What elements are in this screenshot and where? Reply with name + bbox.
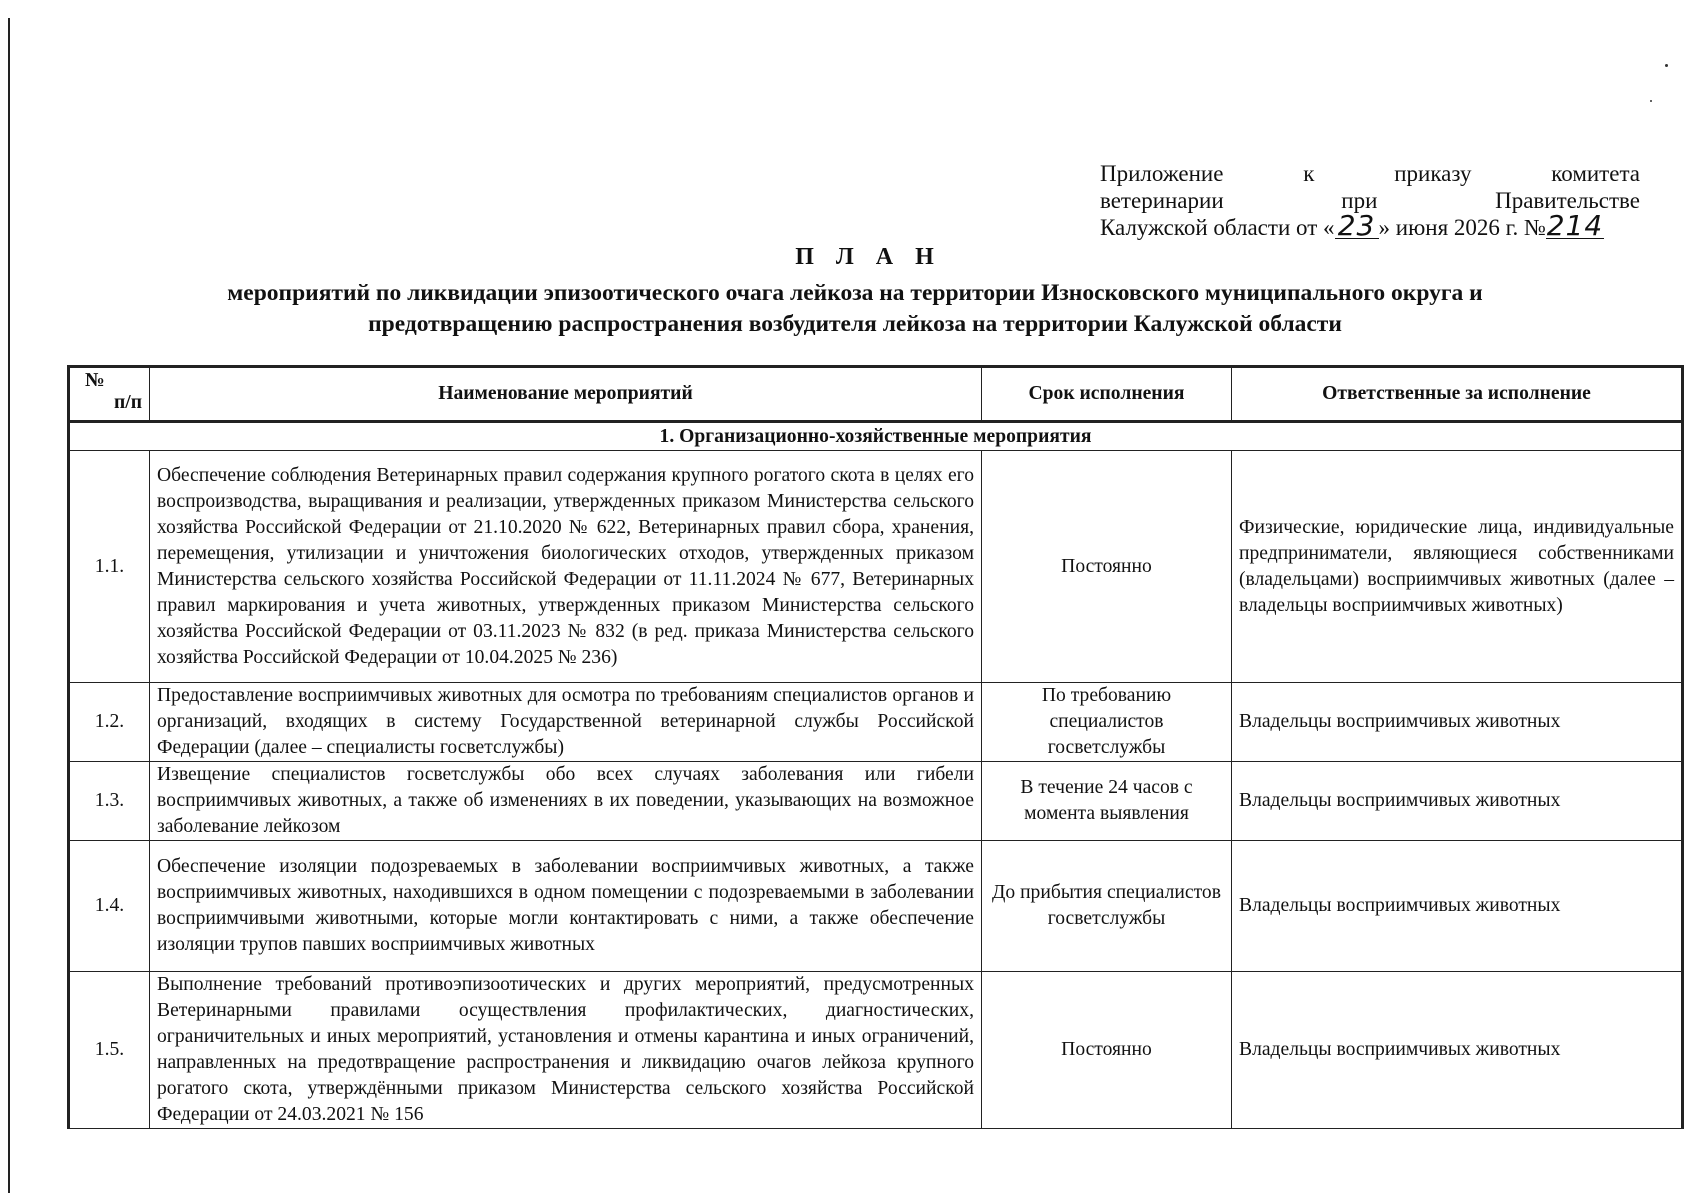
row-responsible: Владельцы восприимчивых животных bbox=[1232, 841, 1683, 972]
section-title: 1. Организационно-хозяйственные мероприятия bbox=[69, 422, 1683, 451]
row-name: Извещение специалистов госветслужбы обо всех случаях заболевания или гибели восприимчивых животных, а также об изменениях в их поведении, указывающих на возможное заболевание лейкозом bbox=[150, 762, 982, 841]
scan-speck bbox=[1665, 64, 1668, 67]
row-num: 1.5. bbox=[69, 972, 150, 1129]
subtitle-line-2: предотвращению распространения возбудителя лейкоза на территории Калужской области bbox=[368, 311, 1342, 337]
row-responsible: Владельцы восприимчивых животных bbox=[1232, 683, 1683, 762]
row-responsible: Физические, юридические лица, индивидуальные предприниматели, являющиеся собственниками (владельцами) восприимчивых животных (далее – владельцы восприимчивых животных) bbox=[1232, 451, 1683, 683]
handwritten-date-day: 23 bbox=[1335, 214, 1379, 239]
header-num bbox=[69, 367, 150, 422]
appendix-word: Правительстве bbox=[1495, 188, 1640, 213]
row-name: Предоставление восприимчивых животных для осмотра по требованиям специалистов органов и организаций, входящих в систему Государственной ветеринарной службы Российской Федерации (далее – специалисты госветслужбы) bbox=[150, 683, 982, 762]
row-name: Обеспечение изоляции подозреваемых в заболевании восприимчивых животных, а также восприимчивых животных, находившихся в одном помещении с подозреваемыми в заболевании восприимчивыми животными, которые могли контактировать с ними, а также обеспечение изоляции трупов павших восприимчивых животных bbox=[150, 841, 982, 972]
row-num: 1.4. bbox=[69, 841, 150, 972]
scan-speck bbox=[1650, 100, 1652, 102]
appendix-word: к bbox=[1303, 161, 1315, 186]
document-title: П Л А Н bbox=[795, 244, 942, 270]
appendix-word: при bbox=[1341, 188, 1378, 213]
table-row bbox=[69, 683, 1683, 762]
scan-edge-line bbox=[8, 18, 10, 1193]
appendix-word: Приложение bbox=[1100, 161, 1224, 186]
appendix-date-prefix: Калужской области от « bbox=[1100, 215, 1335, 240]
handwritten-order-number: 214 bbox=[1546, 209, 1604, 242]
table-row bbox=[69, 762, 1683, 841]
row-term: По требованию специалистов госветслужбы bbox=[982, 683, 1232, 762]
row-num: 1.2. bbox=[69, 683, 150, 762]
table-row bbox=[69, 972, 1683, 1129]
plan-table bbox=[67, 365, 1684, 1129]
appendix-line-3 bbox=[1100, 209, 1640, 242]
document-subtitle bbox=[80, 278, 1630, 340]
row-term: До прибытия специалистов госветслужбы bbox=[982, 841, 1232, 972]
subtitle-line-1: мероприятий по ликвидации эпизоотического очага лейкоза на территории Износковского муниципального округа и bbox=[227, 280, 1483, 306]
appendix-note bbox=[1100, 160, 1640, 241]
table-row bbox=[69, 451, 1683, 683]
header-num-line-2: п/п bbox=[113, 392, 142, 413]
row-responsible: Владельцы восприимчивых животных bbox=[1232, 762, 1683, 841]
appendix-word: комитета bbox=[1551, 161, 1640, 186]
row-name: Выполнение требований противоэпизоотических и других мероприятий, предусмотренных Ветеринарными правилами осуществления профилактических, диагностических, ограничительных и иных мероприятий, установления и отмены карантина и иных ограничений, направленных на предотвращение распространения и ликвидацию очагов лейкоза крупного рогатого скота, утверждёнными приказом Министерства сельского хозяйства Российской Федерации от 24.03.2021 № 156 bbox=[150, 972, 982, 1129]
row-responsible: Владельцы восприимчивых животных bbox=[1232, 972, 1683, 1129]
appendix-line-1 bbox=[1100, 160, 1640, 187]
row-num: 1.1. bbox=[69, 451, 150, 683]
header-name: Наименование мероприятий bbox=[150, 367, 982, 422]
appendix-word: ветеринарии bbox=[1100, 188, 1224, 213]
row-term: Постоянно bbox=[982, 451, 1232, 683]
table-row bbox=[69, 841, 1683, 972]
row-term: Постоянно bbox=[982, 972, 1232, 1129]
row-num: 1.3. bbox=[69, 762, 150, 841]
row-name: Обеспечение соблюдения Ветеринарных правил содержания крупного рогатого скота в целях его воспроизводства, выращивания и реализации, утвержденных приказом Министерства сельского хозяйства Российской Федерации от 21.10.2020 № 622, Ветеринарных правил сбора, хранения, перемещения, утилизации и уничтожения биологических отходов, утвержденных приказом Министерства сельского хозяйства Российской Федерации от 11.11.2024 № 677, Ветеринарных правил маркирования и учета животных, утвержденных приказом Министерства сельского хозяйства Российской Федерации от 03.11.2023 № 832 (в ред. приказа Министерства сельского хозяйства Российской Федерации от 10.04.2025 № 236) bbox=[150, 451, 982, 683]
header-responsible: Ответственные за исполнение bbox=[1232, 367, 1683, 422]
table-header-row bbox=[69, 367, 1683, 422]
header-term: Срок исполнения bbox=[982, 367, 1232, 422]
appendix-word: приказу bbox=[1394, 161, 1472, 186]
appendix-date-middle: » июня 2026 г. № bbox=[1378, 215, 1546, 240]
row-term: В течение 24 часов с момента выявления bbox=[982, 762, 1232, 841]
section-row bbox=[69, 422, 1683, 451]
header-num-line-1: № bbox=[85, 370, 105, 391]
